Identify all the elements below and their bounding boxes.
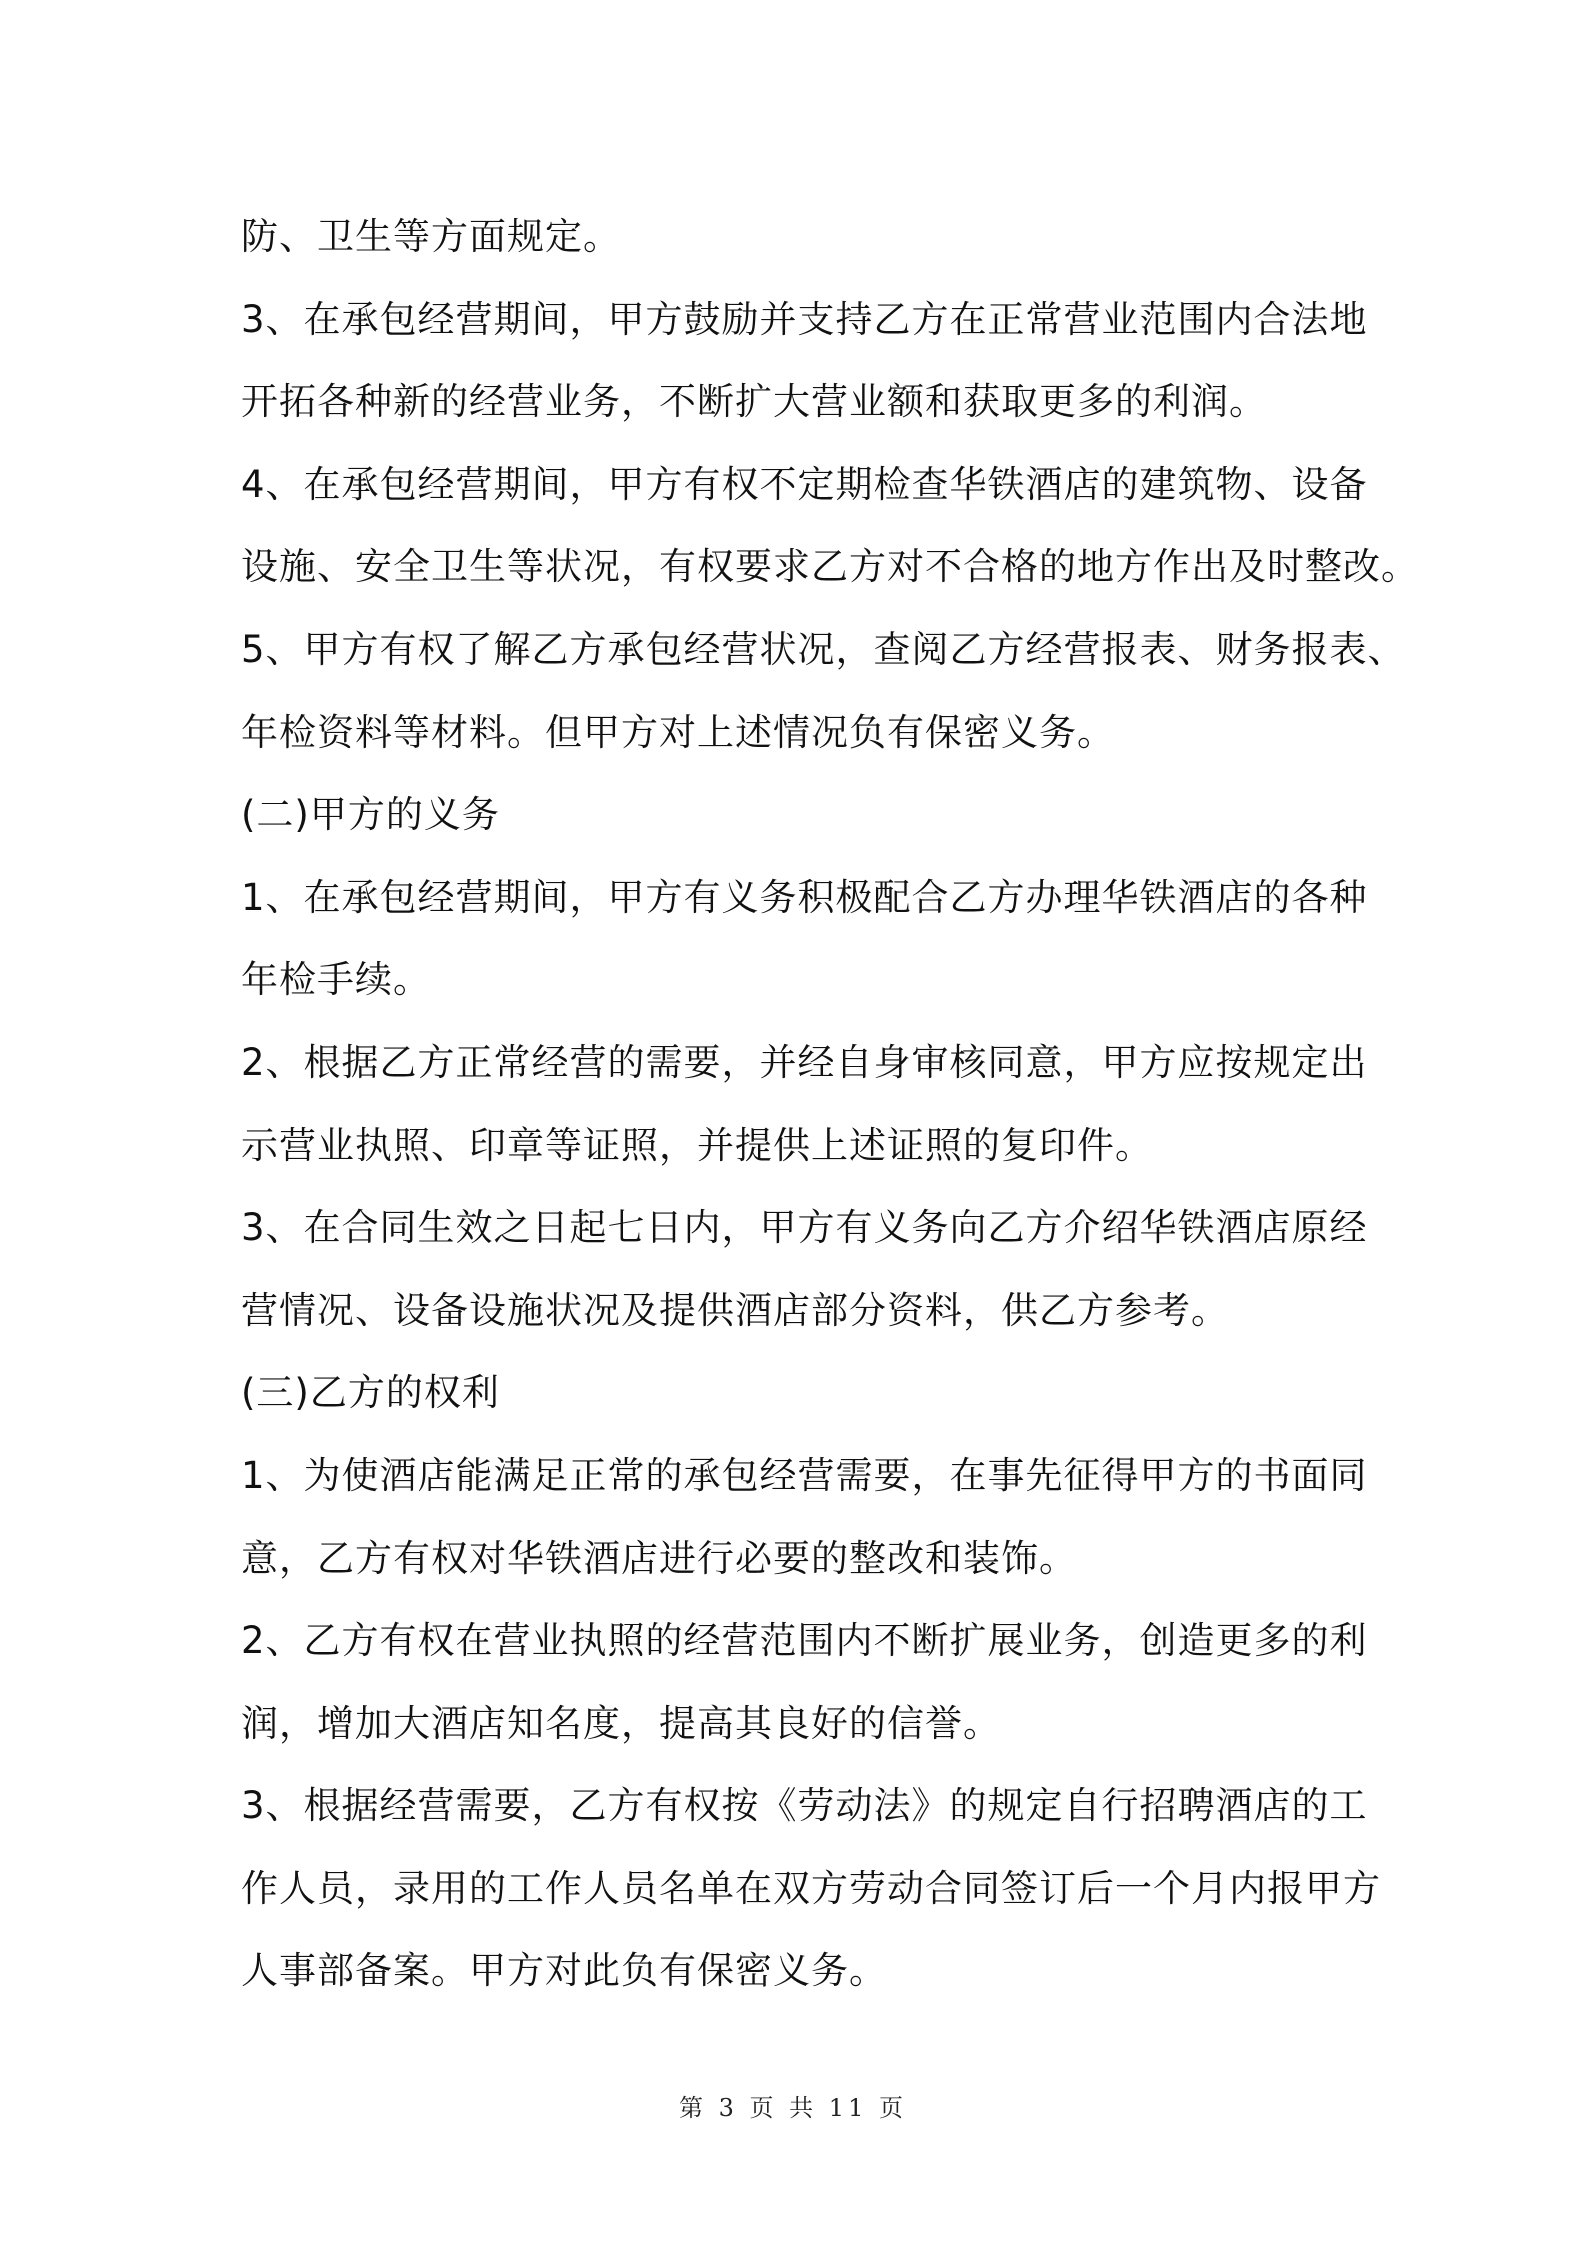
document-body xyxy=(241,196,1419,2013)
text-line: 营情况、设备设施状况及提供酒店部分资料，供乙方参考。 xyxy=(241,1288,1229,1332)
text-line: 3、在承包经营期间，甲方鼓励并支持乙方在正常营业范围内合法地 xyxy=(241,297,1368,341)
text-line: 润，增加大酒店知名度，提高其良好的信誉。 xyxy=(241,1701,1001,1745)
text-line: 2、乙方有权在营业执照的经营范围内不断扩展业务，创造更多的利 xyxy=(241,1619,1368,1663)
text-line: 意，乙方有权对华铁酒店进行必要的整改和装饰。 xyxy=(241,1536,1077,1580)
page-number-footer: 第 3 页 共 11 页 xyxy=(679,2094,907,2122)
text-line: 2、根据乙方正常经营的需要，并经自身审核同意，甲方应按规定出 xyxy=(241,1040,1368,1084)
text-line: 防、卫生等方面规定。 xyxy=(241,215,621,258)
text-line: 5、甲方有权了解乙方承包经营状况，查阅乙方经营报表、财务报表、 xyxy=(241,627,1406,671)
text-line: 1、为使酒店能满足正常的承包经营需要，在事先征得甲方的书面同 xyxy=(241,1453,1368,1497)
text-line: 作人员，录用的工作人员名单在双方劳动合同签订后一个月内报甲方 xyxy=(241,1866,1381,1910)
text-line: 人事部备案。甲方对此负有保密义务。 xyxy=(241,1949,887,1993)
text-line: 3、根据经营需要，乙方有权按《劳动法》的规定自行招聘酒店的工 xyxy=(241,1784,1368,1828)
text-line: 开拓各种新的经营业务，不断扩大营业额和获取更多的利润。 xyxy=(241,380,1267,424)
text-line: 4、在承包经营期间，甲方有权不定期检查华铁酒店的建筑物、设备 xyxy=(241,462,1368,506)
text-line: 示营业执照、印章等证照，并提供上述证照的复印件。 xyxy=(241,1123,1153,1167)
text-line: 3、在合同生效之日起七日内，甲方有义务向乙方介绍华铁酒店原经 xyxy=(241,1206,1368,1250)
section-heading: (二)甲方的义务 xyxy=(241,793,500,837)
text-line: 设施、安全卫生等状况，有权要求乙方对不合格的地方作出及时整改。 xyxy=(241,545,1419,589)
text-line: 1、在承包经营期间，甲方有义务积极配合乙方办理华铁酒店的各种 xyxy=(241,875,1368,919)
text-line: 年检手续。 xyxy=(241,958,431,1002)
section-heading: (三)乙方的权利 xyxy=(241,1371,500,1415)
text-line: 年检资料等材料。但甲方对上述情况负有保密义务。 xyxy=(241,710,1115,754)
